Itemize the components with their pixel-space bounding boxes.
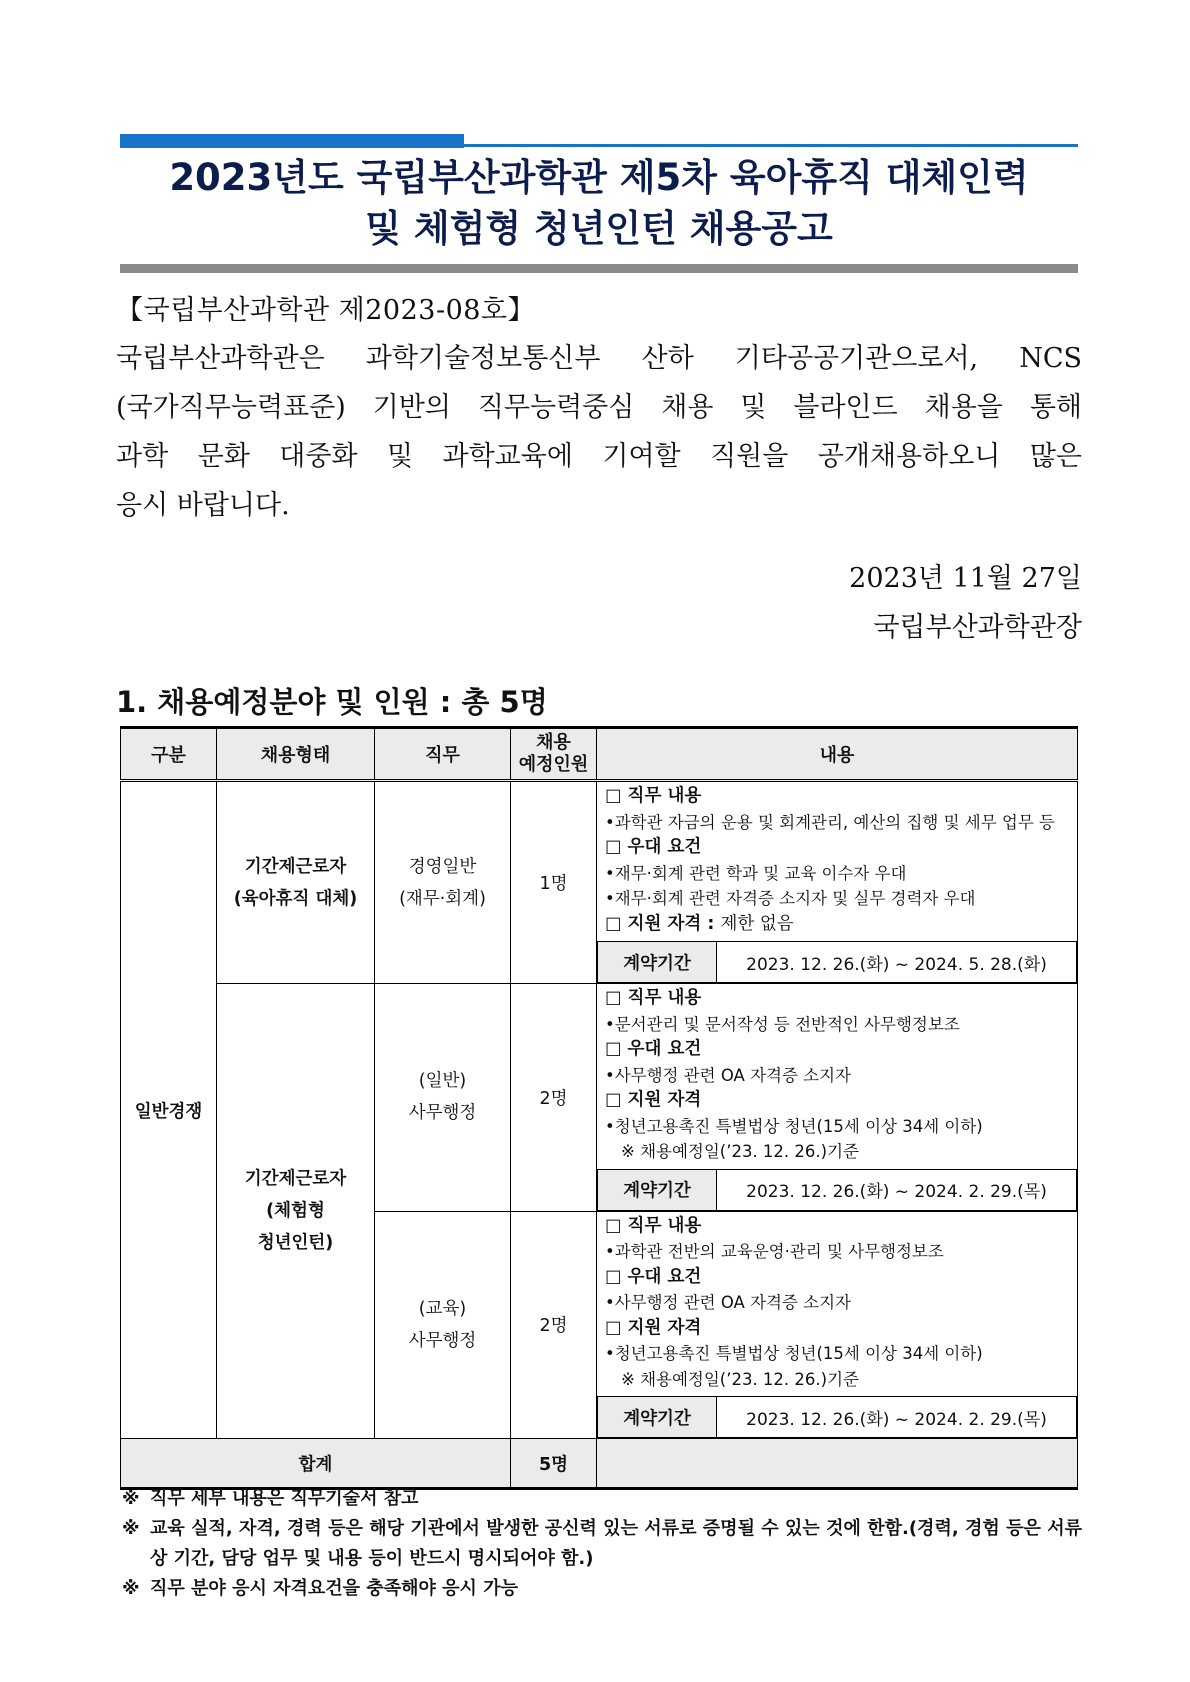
- checkbox-glyph: □: [605, 1266, 622, 1287]
- job-line: 사무행정: [408, 1330, 477, 1351]
- footnotes: [122, 1484, 1082, 1604]
- contract-period: 2023. 12. 26.(화) ~ 2024. 2. 29.(목): [717, 1397, 1077, 1438]
- pref-item-text: 사무행정 관련 OA 자격증 소지자: [614, 1065, 851, 1085]
- title-top-rule: [120, 134, 1078, 148]
- total-empty-cell: [597, 1439, 1078, 1489]
- title-bottom-rule: [120, 264, 1078, 273]
- contract-period: 2023. 12. 26.(화) ~ 2024. 2. 29.(목): [717, 1169, 1077, 1210]
- intro-line: 국립부산과학관은 과학기술정보통신부 산하 기타공공기관으로서, NCS: [116, 343, 1082, 374]
- pref-heading-text: 우대 요건: [627, 1039, 702, 1059]
- intro-line: 과학 문화 대중화 및 과학교육에 기여할 직원을 공개채용하오니 많은: [116, 441, 1082, 472]
- total-row: [121, 1439, 1078, 1489]
- footnote-text: 교육 실적, 자격, 경력 등은 해당 기관에서 발생한 공신력 있는 서류로 증명될 수 있는 것에 한함.(경력, 경험 등은 서류상 기간, 담당 업무 및 내용 등이 반드시 명시되어야 함.): [150, 1518, 1082, 1569]
- bullet-glyph: •: [605, 812, 615, 832]
- total-count: 5명: [511, 1439, 597, 1489]
- reference-mark: ※: [122, 1488, 140, 1509]
- qual-item: [605, 1114, 1071, 1140]
- qual-heading-text: 지원 자격 :: [627, 913, 721, 934]
- pref-item-text: 재무·회계 관련 자격증 소지자 및 실무 경력자 우대: [614, 889, 976, 908]
- bullet-glyph: •: [605, 1242, 615, 1261]
- pref-heading: [605, 1265, 1071, 1291]
- duty-item: [605, 1012, 1071, 1038]
- footnote-item: [122, 1514, 1082, 1574]
- job-line: (재무·회계): [399, 888, 486, 909]
- bullet-glyph: •: [605, 1065, 615, 1085]
- type-line: 기간제근로자: [244, 856, 347, 877]
- issue-date: 2023년 11월 27일: [849, 563, 1082, 594]
- page-title-line1: 2023년도 국립부산과학관 제5차 육아휴직 대체인력: [169, 156, 1029, 199]
- page-title-line2: 및 체험형 청년인턴 채용공고: [365, 207, 833, 250]
- section-title: 1. 채용예정분야 및 인원 : 총 5명: [116, 685, 548, 719]
- job-cell: [375, 984, 511, 1212]
- qual-item-text: 청년고용촉진 특별법상 청년(15세 이상 34세 이하): [614, 1344, 983, 1363]
- job-line: (일반): [418, 1071, 467, 1092]
- job-line: (교육): [418, 1298, 467, 1319]
- contract-label: 계약기간: [598, 1397, 717, 1438]
- checkbox-glyph: □: [605, 988, 622, 1008]
- job-line: 경영일반: [408, 856, 477, 877]
- total-label: 합계: [121, 1439, 511, 1489]
- pref-item: [605, 1290, 1071, 1316]
- intro-paragraph: [116, 334, 1082, 530]
- checkbox-glyph: □: [605, 913, 622, 934]
- job-line: 사무행정: [408, 1103, 477, 1124]
- qual-heading-text: 지원 자격: [627, 1317, 702, 1338]
- type-line: (육아휴직 대체): [233, 888, 358, 909]
- pref-item: [605, 886, 1071, 912]
- count-cell: 2명: [511, 984, 597, 1212]
- duty-heading: [605, 986, 1071, 1012]
- pref-heading: [605, 835, 1071, 861]
- duty-item-text: 과학관 자금의 운용 및 회계관리, 예산의 집행 및 세무 업무 등: [614, 812, 1055, 832]
- issuer-name: 국립부산과학관장: [873, 612, 1082, 643]
- contract-subtable: [597, 941, 1077, 983]
- checkbox-glyph: □: [605, 1317, 622, 1338]
- contract-row: [598, 1169, 1077, 1210]
- duty-heading-text: 직무 내용: [627, 786, 702, 806]
- contract-label: 계약기간: [598, 1169, 717, 1210]
- qual-heading: [605, 1316, 1071, 1342]
- content-block: [597, 782, 1077, 941]
- count-cell: 2명: [511, 1211, 597, 1439]
- checkbox-glyph: □: [605, 1090, 622, 1110]
- checkbox-glyph: □: [605, 786, 622, 806]
- header-job: 직무: [375, 728, 511, 781]
- qual-heading: [605, 912, 1071, 938]
- contract-label: 계약기간: [598, 942, 717, 983]
- pref-item: [605, 1063, 1071, 1089]
- contract-subtable: [597, 1396, 1077, 1438]
- contract-period: 2023. 12. 26.(화) ~ 2024. 5. 28.(화): [717, 942, 1077, 983]
- type-line: 기간제근로자: [244, 1169, 347, 1189]
- checkbox-glyph: □: [605, 837, 622, 857]
- header-count-line1: 채용: [536, 732, 571, 753]
- footnote-text: 직무 분야 응시 자격요건을 충족해야 응시 가능: [150, 1578, 518, 1599]
- pref-heading-text: 우대 요건: [627, 1266, 702, 1287]
- bullet-glyph: •: [605, 1293, 615, 1312]
- checkbox-glyph: □: [605, 1039, 622, 1059]
- page-title: [120, 152, 1078, 254]
- header-type: 채용형태: [217, 728, 375, 781]
- type-line: 청년인턴): [257, 1233, 334, 1253]
- count-cell: 1명: [511, 781, 597, 984]
- type-line: (체험형: [266, 1201, 325, 1221]
- table-row: [121, 781, 1078, 984]
- table-row: [121, 984, 1078, 1212]
- pref-item: [605, 861, 1071, 887]
- qual-inline-text: 제한 없음: [720, 913, 794, 934]
- bullet-glyph: •: [605, 1344, 615, 1363]
- pref-item-text: 사무행정 관련 OA 자격증 소지자: [614, 1293, 851, 1312]
- duty-heading: [605, 784, 1071, 810]
- job-cell: [375, 1211, 511, 1439]
- bullet-glyph: •: [605, 863, 615, 883]
- content-cell: [597, 984, 1078, 1212]
- recruitment-table: [120, 726, 1078, 1490]
- bullet-glyph: •: [605, 1014, 615, 1034]
- qual-item: [605, 1341, 1071, 1367]
- duty-item-text: 과학관 전반의 교육운영·관리 및 사무행정보조: [614, 1242, 944, 1261]
- duty-item: [605, 1239, 1071, 1265]
- header-count-line2: 예정인원: [518, 754, 589, 775]
- content-cell: [597, 781, 1078, 984]
- header-content: 내용: [597, 728, 1078, 781]
- contract-row: [598, 1397, 1077, 1438]
- issue-block: [849, 554, 1082, 652]
- contract-subtable: [597, 1169, 1077, 1211]
- bullet-glyph: •: [605, 1116, 615, 1136]
- header-count: [511, 728, 597, 781]
- intro-line: 응시 바랍니다.: [116, 490, 290, 521]
- footnote-item: [122, 1574, 1082, 1604]
- qual-item-text: 청년고용촉진 특별법상 청년(15세 이상 34세 이하): [614, 1116, 983, 1136]
- bullet-glyph: •: [605, 889, 615, 908]
- title-top-rule-line: [120, 144, 1078, 147]
- contract-row: [598, 942, 1077, 983]
- pref-heading: [605, 1037, 1071, 1063]
- table-header-row: [121, 728, 1078, 781]
- qual-note: ※ 채용예정일(’23. 12. 26.)기준: [621, 1369, 859, 1389]
- reference-mark: ※: [122, 1578, 140, 1599]
- checkbox-glyph: □: [605, 1215, 622, 1236]
- duty-heading-text: 직무 내용: [627, 1215, 702, 1236]
- footnote-text: 직무 세부 내용은 직무기술서 참고: [150, 1488, 419, 1509]
- content-block: [597, 1212, 1077, 1397]
- duty-heading: [605, 1214, 1071, 1240]
- duty-item-text: 문서관리 및 문서작성 등 전반적인 사무행정보조: [614, 1014, 960, 1034]
- content-block: [597, 984, 1077, 1169]
- content-cell: [597, 1211, 1078, 1439]
- job-cell: [375, 781, 511, 984]
- qual-heading: [605, 1088, 1071, 1114]
- duty-heading-text: 직무 내용: [627, 988, 702, 1008]
- qual-note: ※ 채용예정일(’23. 12. 26.)기준: [621, 1142, 859, 1161]
- type-cell: [217, 984, 375, 1439]
- type-cell: [217, 781, 375, 984]
- pref-item-text: 재무·회계 관련 학과 및 교육 이수자 우대: [614, 863, 907, 883]
- duty-item: [605, 810, 1071, 836]
- notice-number: 【국립부산과학관 제2023-08호】: [116, 295, 536, 326]
- pref-heading-text: 우대 요건: [627, 837, 702, 857]
- intro-line: (국가직무능력표준) 기반의 직무능력중심 채용 및 블라인드 채용을 통해: [116, 392, 1082, 423]
- header-category: 구분: [121, 728, 217, 781]
- qual-heading-text: 지원 자격: [627, 1090, 702, 1110]
- footnote-item: [122, 1484, 1082, 1514]
- reference-mark: ※: [122, 1518, 140, 1539]
- category-cell: 일반경쟁: [121, 781, 217, 1439]
